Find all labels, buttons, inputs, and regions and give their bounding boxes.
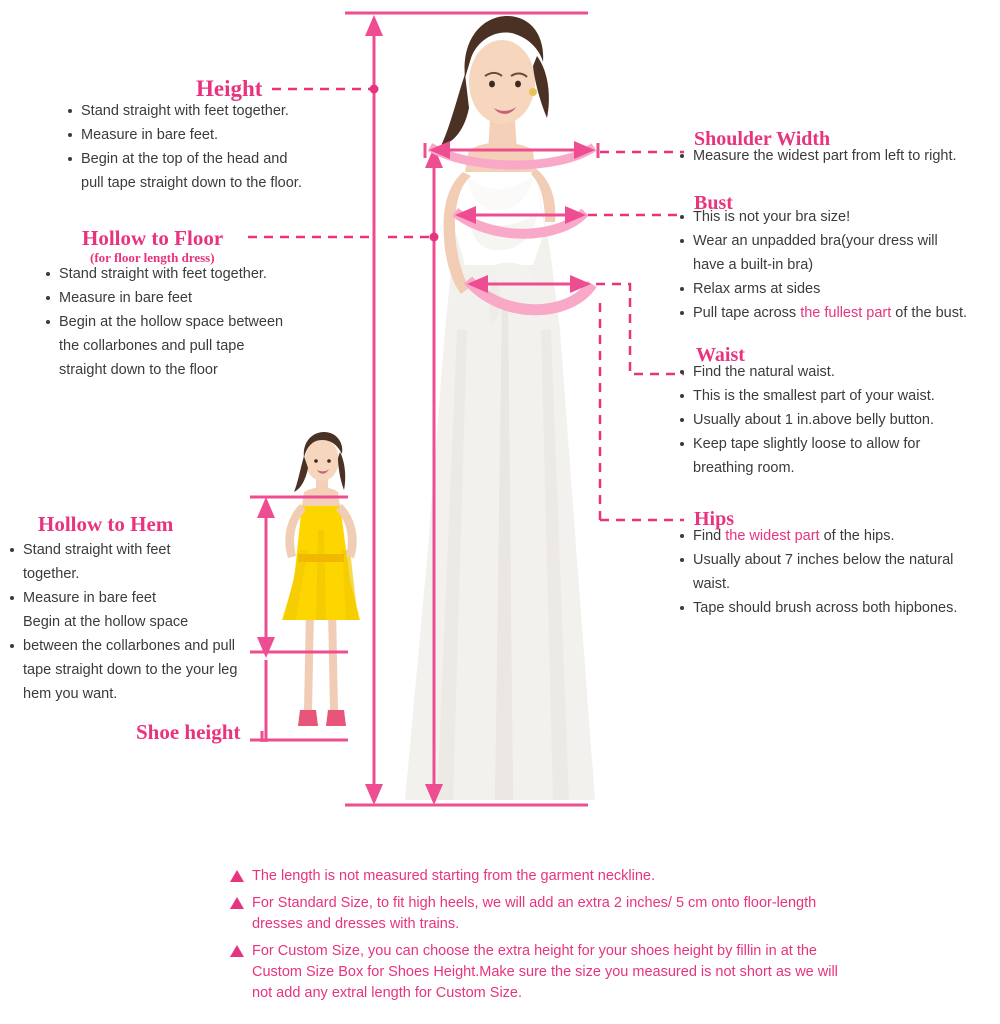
list-item: Usually about 1 in.above belly button. (678, 410, 978, 431)
list-item: Tape should brush across both hipbones. (678, 598, 988, 619)
hips-heading: Hips (694, 508, 735, 530)
height-bullet-list (66, 101, 366, 197)
list-item: straight down to the floor (59, 362, 218, 378)
list-item: Stand straight with feet together. (66, 101, 366, 122)
list-item: This is the smallest part of your waist. (678, 386, 978, 407)
note-text: For Custom Size, you can choose the extra height for your shoes height by fillin in at the Custom Size Box for Shoes Height.Make sure the size you measured is not short as we will not add any extral length for Custom Size. (252, 943, 838, 1001)
bust-highlight: the fullest part (800, 305, 892, 321)
short-dress-graphic (266, 430, 376, 760)
note-item (230, 893, 850, 935)
hips-highlight: the widest part (725, 528, 820, 544)
footer-notes (230, 866, 850, 1010)
warning-triangle-icon (230, 945, 244, 957)
warning-triangle-icon (230, 897, 244, 909)
waist-heading: Waist (696, 344, 745, 366)
list-item: Measure in bare feet. (66, 125, 366, 146)
model-illustration (345, 0, 665, 815)
note-text: For Standard Size, to fit high heels, we will add an extra 2 inches/ 5 cm onto floor-length dresses and dresses with trains. (252, 895, 817, 932)
list-item: Begin at the top of the head and (66, 149, 366, 170)
list-item: Stand straight with feet (8, 540, 278, 561)
list-item: the collarbones and pull tape (59, 338, 245, 354)
hollow-to-floor-heading: Hollow to Floor (82, 226, 224, 250)
list-item: together. (23, 566, 80, 582)
list-item: Measure in bare feet (44, 288, 344, 309)
list-item: Stand straight with feet together. (44, 264, 344, 285)
shoe-height-heading: Shoe height (136, 720, 241, 744)
height-heading: Height (196, 76, 263, 101)
list-item: Measure the widest part from left to right. (678, 146, 996, 167)
list-item: hem you want. (23, 686, 118, 702)
bride-figure-graphic (345, 0, 665, 815)
bust-bullet-list (678, 207, 998, 327)
list-item: Wear an unpadded bra(your dress will (678, 231, 998, 252)
hips-bullet-list (678, 526, 988, 622)
list-item: Measure in bare feet (8, 588, 278, 609)
list-item: This is not your bra size! (678, 207, 998, 228)
list-item: have a built-in bra) (693, 257, 814, 273)
list-item: waist. (693, 576, 731, 592)
list-item: pull tape straight down to the floor. (81, 175, 302, 191)
list-item: tape straight down to the your leg (23, 662, 238, 678)
list-item: Find the natural waist. (678, 362, 978, 383)
short-dress-illustration (266, 430, 376, 760)
warning-triangle-icon (230, 870, 244, 882)
list-item: Keep tape slightly loose to allow for (678, 434, 978, 455)
list-item: Begin at the hollow space (23, 614, 189, 630)
shoulder-width-heading: Shoulder Width (694, 128, 831, 150)
shoulder-width-bullet-list (678, 146, 996, 170)
hollow-to-floor-subheading: (for floor length dress) (90, 250, 215, 265)
list-item: Pull tape across the fullest part of the bust. (678, 303, 998, 324)
list-item: breathing room. (693, 460, 795, 476)
note-item (230, 866, 850, 887)
bust-heading: Bust (694, 192, 733, 214)
hollow-to-hem-bullet-list (8, 540, 278, 708)
list-item: Usually about 7 inches below the natural (678, 550, 988, 571)
list-item: Relax arms at sides (678, 279, 998, 300)
waist-bullet-list (678, 362, 978, 482)
hollow-to-floor-bullet-list (44, 264, 344, 384)
note-text: The length is not measured starting from the garment neckline. (252, 868, 655, 884)
list-item: Find the widest part of the hips. (678, 526, 988, 547)
hollow-to-hem-heading: Hollow to Hem (38, 512, 174, 536)
list-item: between the collarbones and pull (8, 636, 278, 657)
note-item (230, 941, 850, 1004)
list-item: Begin at the hollow space between (44, 312, 344, 333)
